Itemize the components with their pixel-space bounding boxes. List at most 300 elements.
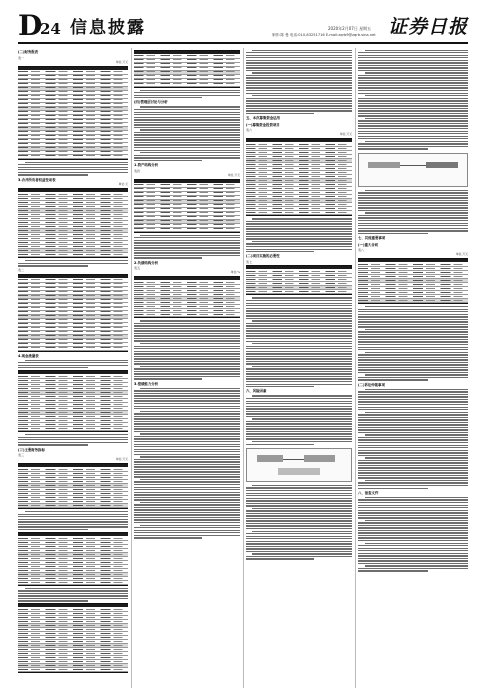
- text-line: [358, 475, 468, 476]
- text-line: [358, 377, 468, 378]
- text-line: [134, 137, 240, 138]
- section-heading: 六、风险因素: [246, 389, 267, 394]
- text-line: [246, 333, 352, 334]
- text-line: [18, 439, 128, 440]
- text-line: [25, 588, 128, 589]
- table-row: [246, 290, 352, 294]
- text-line: [140, 525, 240, 526]
- text-line: [358, 482, 468, 483]
- table-unit: 单位:万元: [455, 252, 468, 257]
- text-line: [134, 504, 240, 505]
- text-line: [134, 519, 240, 520]
- text-line: [358, 223, 468, 224]
- text-line: [246, 228, 352, 229]
- text-line: [246, 384, 352, 385]
- text-line: [246, 251, 314, 252]
- text-line: [246, 525, 352, 526]
- table-label: 表六: [246, 128, 253, 133]
- text-line: [358, 233, 428, 234]
- body-text: [134, 90, 240, 99]
- table-row: [18, 504, 128, 508]
- text-line: [134, 127, 240, 128]
- text-line: [134, 436, 240, 437]
- text-line: [140, 90, 240, 91]
- column-divider: [131, 48, 132, 688]
- text-line: [358, 515, 468, 516]
- text-line: [134, 474, 240, 475]
- column-2: [134, 48, 240, 690]
- section-heading: (二)财务报表: [18, 50, 39, 54]
- text-line: [358, 404, 468, 405]
- text-line: [358, 367, 468, 368]
- text-line: [358, 537, 468, 538]
- text-line: [18, 164, 128, 165]
- text-line: [134, 368, 240, 369]
- flow-diagram: [246, 448, 352, 482]
- text-line: [365, 118, 468, 119]
- text-line: [358, 558, 468, 559]
- text-line: [358, 80, 468, 81]
- table-row: [18, 581, 128, 585]
- text-line: [18, 365, 128, 366]
- text-line: [252, 418, 352, 419]
- text-line: [18, 367, 88, 368]
- text-line: [134, 537, 202, 538]
- text-line: [246, 543, 352, 544]
- text-line: [246, 313, 352, 314]
- text-line: [18, 444, 88, 445]
- text-line: [25, 360, 128, 361]
- financial-table: [18, 532, 128, 586]
- text-line: [358, 563, 468, 564]
- text-line: [18, 524, 128, 525]
- text-line: [365, 190, 468, 191]
- table-row: [134, 313, 240, 317]
- text-line: [246, 233, 352, 234]
- text-line: [358, 570, 428, 571]
- text-line: [358, 507, 468, 508]
- text-line: [140, 320, 240, 321]
- text-line: [358, 550, 468, 551]
- text-line: [134, 242, 240, 243]
- text-line: [358, 505, 468, 506]
- text-line: [134, 481, 240, 482]
- text-line: [134, 464, 240, 465]
- table-row: [18, 155, 128, 159]
- text-line: [246, 378, 352, 379]
- text-line: [358, 133, 468, 134]
- table-unit: 单位:万元: [339, 132, 352, 137]
- text-line: [358, 143, 468, 144]
- text-line: [358, 442, 468, 443]
- text-line: [18, 516, 128, 517]
- text-line: [246, 528, 352, 529]
- text-line: [134, 514, 240, 515]
- section-heading: (二)项目实施的必要性: [246, 254, 280, 259]
- text-line: [140, 235, 240, 236]
- text-line: [358, 136, 468, 137]
- text-line: [358, 432, 468, 433]
- text-line: [18, 590, 128, 591]
- section-heading: (二)诉讼仲裁事项: [358, 382, 385, 387]
- text-line: [246, 431, 352, 432]
- project-table: [246, 265, 352, 295]
- text-line: [358, 555, 468, 556]
- text-line: [246, 428, 352, 429]
- text-line: [358, 427, 468, 428]
- text-line: [134, 142, 240, 143]
- text-line: [365, 497, 468, 498]
- text-line: [134, 252, 240, 253]
- table-label: 表五: [134, 266, 141, 271]
- text-line: [358, 319, 468, 320]
- body-text: [134, 235, 240, 259]
- text-line: [134, 461, 240, 462]
- text-line: [246, 70, 352, 71]
- text-line: [358, 115, 468, 116]
- text-line: [134, 340, 240, 341]
- text-line: [18, 362, 128, 363]
- text-line: [358, 522, 468, 523]
- text-line: [358, 138, 468, 139]
- text-line: [134, 348, 240, 349]
- text-line: [134, 494, 240, 495]
- text-line: [134, 237, 240, 238]
- text-line: [246, 423, 352, 424]
- text-line: [134, 398, 240, 399]
- body-text: [358, 389, 468, 489]
- text-line: [358, 146, 468, 147]
- text-line: [134, 527, 240, 528]
- text-line: [134, 139, 240, 140]
- text-line: [246, 381, 352, 382]
- body-text: [246, 218, 352, 252]
- text-line: [246, 356, 352, 357]
- text-line: [358, 217, 468, 218]
- text-line: [358, 75, 468, 76]
- issue-date: 2020年2月07日 星期五: [328, 26, 372, 31]
- section-heading: 七、其他重要事项: [358, 236, 386, 241]
- text-line: [358, 210, 468, 211]
- text-line: [246, 90, 352, 91]
- text-line: [358, 462, 468, 463]
- text-line: [134, 328, 240, 329]
- text-line: [134, 124, 240, 125]
- text-line: [358, 311, 468, 312]
- text-line: [140, 366, 240, 367]
- text-line: [246, 493, 352, 494]
- text-line: [246, 330, 352, 331]
- text-line: [18, 167, 128, 168]
- text-line: [358, 57, 468, 58]
- text-line: [358, 530, 468, 531]
- text-line: [246, 518, 352, 519]
- text-line: [358, 205, 468, 206]
- text-line: [365, 374, 468, 375]
- text-line: [134, 112, 240, 113]
- text-line: [134, 438, 240, 439]
- text-line: [18, 521, 128, 522]
- project-table: [246, 138, 352, 216]
- body-text: [134, 388, 240, 539]
- text-line: [358, 200, 468, 201]
- text-line: [246, 421, 352, 422]
- text-line: [358, 460, 468, 461]
- text-line: [134, 426, 240, 427]
- text-line: [358, 113, 468, 114]
- table-unit: 单位:万元: [115, 457, 128, 461]
- text-line: [246, 548, 352, 549]
- text-line: [358, 445, 468, 446]
- text-line: [134, 423, 240, 424]
- text-line: [246, 249, 352, 250]
- text-line: [246, 408, 352, 409]
- section-heading: 1.资产结构分析: [134, 163, 158, 168]
- text-line: [18, 174, 88, 175]
- text-line: [134, 459, 240, 460]
- text-line: [134, 250, 240, 251]
- text-line: [140, 479, 240, 480]
- text-line: [134, 114, 240, 115]
- text-line: [246, 438, 352, 439]
- text-line: [140, 343, 240, 344]
- text-line: [358, 314, 468, 315]
- text-line: [134, 489, 240, 490]
- text-line: [246, 487, 352, 488]
- text-line: [358, 195, 468, 196]
- text-line: [365, 520, 468, 521]
- text-line: [134, 406, 240, 407]
- text-line: [246, 223, 352, 224]
- text-line: [358, 437, 468, 438]
- text-line: [134, 376, 240, 377]
- section-heading: 3.偿债能力分析: [134, 381, 158, 386]
- text-line: [246, 65, 352, 66]
- text-line: [246, 510, 352, 511]
- text-line: [134, 431, 240, 432]
- text-line: [246, 338, 352, 339]
- text-line: [246, 62, 352, 63]
- text-line: [358, 512, 468, 513]
- text-line: [246, 505, 352, 506]
- text-line: [365, 412, 468, 413]
- text-line: [358, 228, 468, 229]
- text-line: [246, 444, 314, 445]
- body-text: [358, 50, 468, 150]
- text-line: [134, 358, 240, 359]
- text-line: [246, 80, 352, 81]
- text-line: [18, 519, 128, 520]
- text-line: [365, 306, 468, 307]
- text-line: [134, 117, 240, 118]
- text-line: [246, 373, 352, 374]
- text-line: [246, 556, 352, 557]
- text-line: [246, 538, 352, 539]
- text-line: [358, 82, 468, 83]
- text-line: [246, 310, 352, 311]
- text-line: [358, 535, 468, 536]
- text-line: [358, 517, 468, 518]
- text-line: [246, 515, 352, 516]
- text-line: [134, 338, 240, 339]
- text-line: [18, 265, 88, 266]
- text-line: [358, 103, 468, 104]
- text-line: [134, 441, 240, 442]
- text-line: [134, 335, 240, 336]
- text-line: [134, 451, 240, 452]
- text-line: [358, 467, 468, 468]
- text-line: [365, 212, 468, 213]
- text-line: [358, 77, 468, 78]
- text-line: [358, 424, 468, 425]
- text-line: [358, 105, 468, 106]
- text-line: [246, 386, 314, 387]
- text-line: [246, 98, 352, 99]
- text-line: [358, 67, 468, 68]
- text-line: [252, 441, 352, 442]
- text-line: [246, 55, 352, 56]
- text-line: [358, 70, 468, 71]
- text-line: [18, 598, 128, 599]
- text-line: [134, 476, 240, 477]
- text-line: [246, 238, 352, 239]
- text-line: [134, 247, 240, 248]
- table-row: [134, 83, 240, 87]
- text-line: [246, 308, 352, 309]
- text-line: [134, 530, 240, 531]
- text-line: [358, 396, 468, 397]
- text-line: [246, 57, 352, 58]
- text-line: [252, 343, 352, 344]
- text-line: [134, 134, 240, 135]
- text-line: [246, 87, 352, 88]
- text-line: [134, 119, 240, 120]
- text-line: [18, 169, 128, 170]
- text-line: [365, 50, 468, 51]
- section-heading: 2.负债结构分析: [134, 260, 158, 265]
- text-line: [252, 485, 352, 486]
- text-line: [358, 123, 468, 124]
- text-line: [134, 363, 240, 364]
- text-line: [134, 532, 240, 533]
- text-line: [246, 401, 352, 402]
- text-line: [246, 371, 352, 372]
- page-number: 24: [40, 20, 61, 38]
- text-line: [134, 444, 240, 445]
- text-line: [358, 510, 468, 511]
- text-line: [252, 395, 352, 396]
- table-label: 表三: [18, 453, 25, 457]
- text-line: [365, 434, 468, 435]
- table-row: [18, 253, 128, 257]
- text-line: [140, 411, 240, 412]
- text-line: [246, 60, 352, 61]
- text-line: [358, 341, 468, 342]
- body-text: [18, 511, 128, 530]
- text-line: [246, 323, 352, 324]
- text-line: [358, 336, 468, 337]
- page-letter: D: [18, 9, 42, 42]
- table-row: [18, 427, 128, 431]
- text-line: [246, 513, 352, 514]
- text-line: [134, 155, 240, 156]
- text-line: [358, 197, 468, 198]
- text-line: [134, 97, 202, 98]
- text-line: [246, 426, 352, 427]
- text-line: [365, 565, 468, 566]
- section-heading: (四)管理层讨论与分析: [134, 100, 168, 105]
- masthead: [0, 0, 484, 44]
- body-text: [246, 50, 352, 115]
- text-line: [358, 477, 468, 478]
- text-line: [358, 309, 468, 310]
- text-line: [358, 379, 428, 380]
- text-line: [358, 87, 468, 88]
- text-line: [25, 260, 128, 261]
- text-line: [358, 485, 468, 486]
- text-line: [246, 361, 352, 362]
- text-line: [358, 65, 468, 66]
- text-line: [358, 527, 468, 528]
- table-row: [358, 299, 468, 303]
- text-line: [246, 341, 352, 342]
- text-line: [358, 316, 468, 317]
- text-line: [134, 333, 240, 334]
- text-line: [246, 376, 352, 377]
- text-line: [134, 428, 240, 429]
- text-line: [246, 318, 352, 319]
- text-line: [18, 437, 128, 438]
- body-text: [246, 395, 352, 444]
- text-line: [140, 106, 240, 107]
- text-line: [246, 433, 352, 434]
- text-line: [134, 507, 240, 508]
- text-line: [358, 399, 468, 400]
- text-line: [134, 109, 240, 110]
- text-line: [246, 490, 352, 491]
- text-line: [246, 335, 352, 336]
- column-4: [358, 48, 468, 690]
- section-heading: (一)重大合同: [358, 242, 379, 247]
- text-line: [358, 417, 468, 418]
- text-line: [246, 403, 352, 404]
- financial-table: [18, 274, 128, 352]
- text-line: [358, 488, 428, 489]
- text-line: [246, 328, 352, 329]
- financial-table: [18, 66, 128, 160]
- text-line: [358, 369, 468, 370]
- text-line: [134, 160, 202, 161]
- body-text: [18, 162, 128, 176]
- text-line: [365, 480, 468, 481]
- text-line: [134, 416, 240, 417]
- text-line: [134, 92, 240, 93]
- text-line: [246, 558, 314, 559]
- text-line: [134, 346, 240, 347]
- text-line: [25, 511, 128, 512]
- text-line: [134, 144, 240, 145]
- text-line: [246, 351, 352, 352]
- table-label: 表四: [134, 168, 141, 173]
- text-line: [246, 346, 352, 347]
- text-line: [246, 398, 352, 399]
- text-line: [134, 497, 240, 498]
- text-line: [358, 359, 468, 360]
- text-line: [358, 409, 468, 410]
- text-line: [358, 568, 468, 569]
- text-line: [134, 245, 240, 246]
- text-line: [134, 325, 240, 326]
